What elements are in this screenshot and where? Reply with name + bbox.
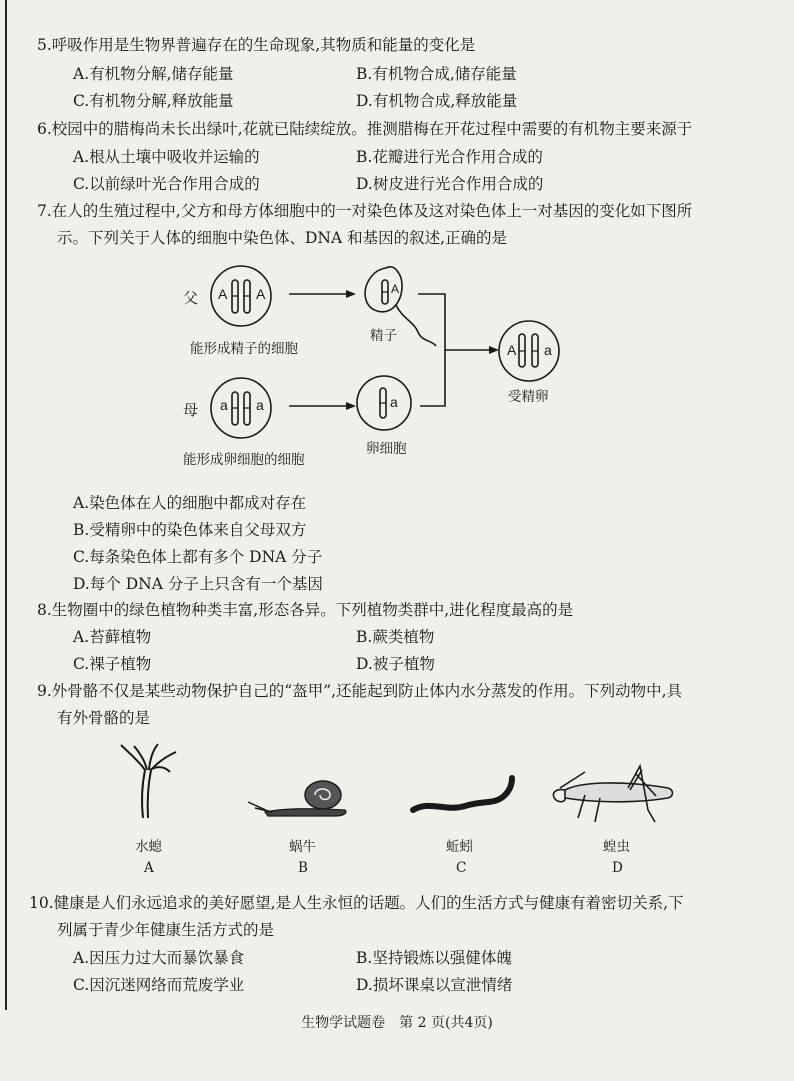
gene-label: a <box>390 394 398 410</box>
animal-letter-b: B <box>298 860 308 876</box>
page-footer: 生物学试题卷 第 2 页(共4页) <box>301 1015 493 1031</box>
gene-label: a <box>544 342 552 358</box>
option-a: A.因压力过大而暴饮暴食 <box>73 949 245 967</box>
gene-label: A <box>507 342 517 358</box>
grasshopper-icon <box>553 766 672 822</box>
option-d: D.损坏课桌以宣泄情绪 <box>356 976 513 994</box>
option-b: B.有机物合成,储存能量 <box>356 65 517 83</box>
gene-label: A <box>391 282 400 296</box>
gene-label: A <box>256 286 266 302</box>
sperm-caption: 精子 <box>370 328 397 344</box>
question-stem: 7.在人的生殖过程中,父方和母方体细胞中的一对染色体及这对染色体上一对基因的变化如下图所 <box>37 202 693 220</box>
page-edge-line <box>5 0 7 1010</box>
father-label: 父 <box>183 289 199 307</box>
option-b: B.受精卵中的染色体来自父母双方 <box>73 521 307 539</box>
father-cell-caption: 能形成精子的细胞 <box>190 341 298 357</box>
egg-circle <box>357 376 411 430</box>
question-stem-line2: 列属于青少年健康生活方式的是 <box>57 921 275 939</box>
earthworm-icon <box>413 778 512 810</box>
animal-letter-c: C <box>456 860 467 876</box>
hydra-icon <box>121 744 176 818</box>
animal-name-earthworm: 蚯蚓 <box>446 839 473 855</box>
option-b: B.坚持锻炼以强健体魄 <box>356 949 512 967</box>
option-d: D.每个 DNA 分子上只含有一个基因 <box>73 575 323 593</box>
option-c: C.每条染色体上都有多个 DNA 分子 <box>73 548 323 566</box>
question-stem: 5.呼吸作用是生物界普遍存在的生命现象,其物质和能量的变化是 <box>37 36 476 54</box>
option-a: A.染色体在人的细胞中都成对存在 <box>73 494 307 512</box>
question-stem: 10.健康是人们永远追求的美好愿望,是人生永恒的话题。人们的生活方式与健康有着密切关系,下 <box>29 894 684 912</box>
question-stem-line2: 有外骨骼的是 <box>57 709 151 727</box>
question-stem: 8.生物圈中的绿色植物种类丰富,形态各异。下列植物类群中,进化程度最高的是 <box>37 601 574 619</box>
option-b: B.花瓣进行光合作用合成的 <box>356 148 543 166</box>
gene-label: A <box>218 286 228 302</box>
mother-cell-caption: 能形成卵细胞的细胞 <box>183 452 305 468</box>
option-b: B.蕨类植物 <box>356 628 435 646</box>
question-stem-line2: 示。下列关于人体的细胞中染色体、DNA 和基因的叙述,正确的是 <box>57 229 508 247</box>
option-a: A.根从土壤中吸收并运输的 <box>73 148 260 166</box>
snail-icon <box>248 781 346 816</box>
option-c: C.有机物分解,释放能量 <box>73 92 234 110</box>
animal-name-hydra: 水螅 <box>135 839 162 855</box>
question-stem: 9.外骨骼不仅是某些动物保护自己的“盔甲”,还能起到防止体内水分蒸发的作用。下列动物中,具 <box>37 682 683 700</box>
animal-letter-a: A <box>144 860 154 876</box>
mother-label: 母 <box>183 401 199 419</box>
option-a: A.有机物分解,储存能量 <box>73 65 234 83</box>
option-d: D.有机物合成,释放能量 <box>356 92 518 110</box>
zygote-caption: 受精卵 <box>508 389 549 405</box>
option-c: C.因沉迷网络而荒废学业 <box>73 976 245 994</box>
option-d: D.被子植物 <box>356 655 435 673</box>
animal-name-grasshopper: 蝗虫 <box>603 839 630 855</box>
option-a: A.苔藓植物 <box>73 628 152 646</box>
gene-label: a <box>220 397 228 413</box>
gene-label: a <box>256 397 264 413</box>
animal-letter-d: D <box>612 860 623 876</box>
option-c: C.裸子植物 <box>73 655 152 673</box>
egg-caption: 卵细胞 <box>366 441 407 457</box>
option-d: D.树皮进行光合作用合成的 <box>356 175 544 193</box>
question-stem: 6.校园中的腊梅尚未长出绿叶,花就已陆续绽放。推测腊梅在开花过程中需要的有机物主要来源于 <box>37 120 693 138</box>
option-c: C.以前绿叶光合作用合成的 <box>73 175 260 193</box>
animal-name-snail: 蜗牛 <box>289 839 316 855</box>
